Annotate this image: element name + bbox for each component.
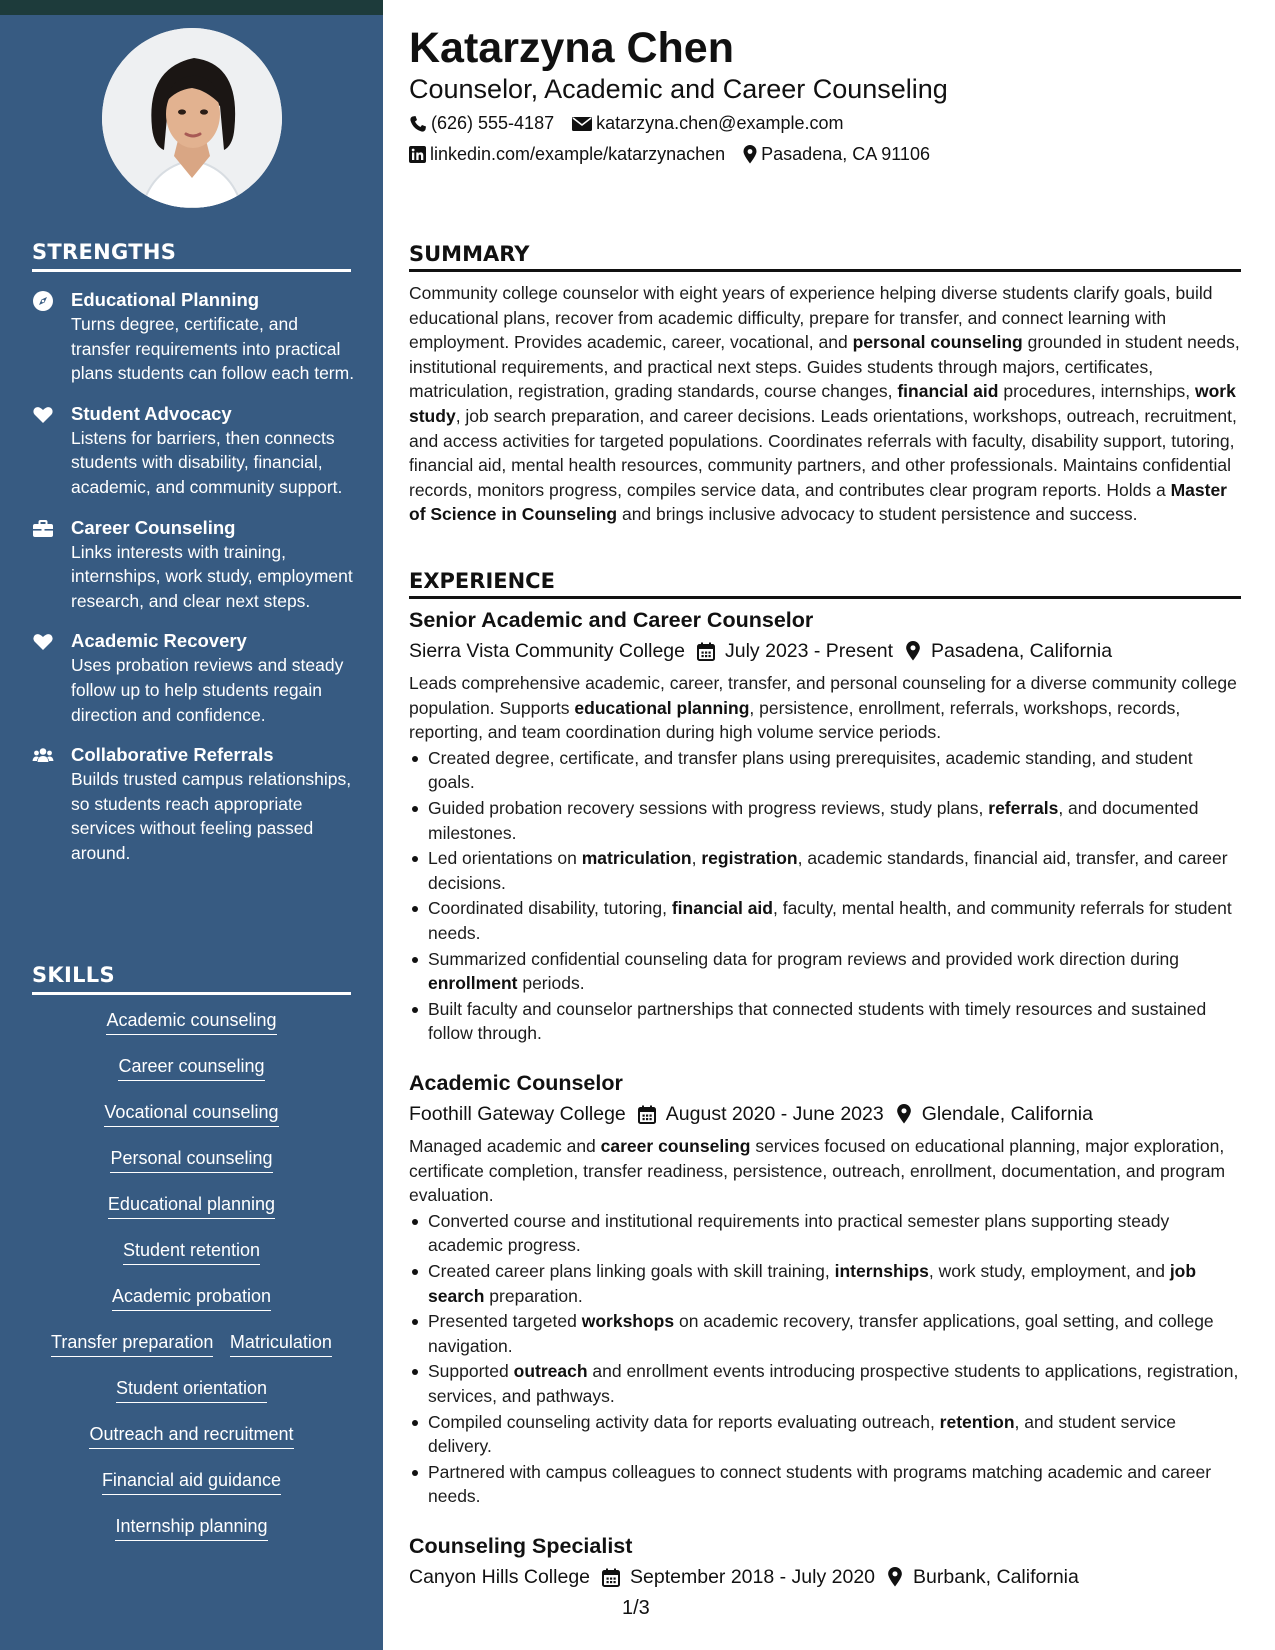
heart-icon bbox=[32, 404, 54, 426]
skill-tag: Personal counseling bbox=[110, 1146, 272, 1173]
job-bullet: Guided probation recovery sessions with progress reviews, study plans, referrals, and documented milestones. bbox=[409, 796, 1241, 845]
job-dates: August 2020 - June 2023 bbox=[665, 1103, 884, 1125]
experience-heading: EXPERIENCE bbox=[409, 569, 1241, 599]
job-bullet: Built faculty and counselor partnerships that connected students with timely resources and sustained follow through. bbox=[409, 997, 1241, 1046]
phone-icon bbox=[409, 115, 427, 133]
skills-list bbox=[32, 1008, 351, 1560]
sidebar-top-band bbox=[0, 0, 383, 15]
job-bullets bbox=[409, 746, 1241, 1046]
job-bullet: Converted course and institutional requirements into practical semester plans supporting steady academic progress. bbox=[409, 1209, 1241, 1258]
job-dates: July 2023 - Present bbox=[725, 640, 894, 662]
map-pin-icon bbox=[887, 1567, 903, 1587]
strength-item bbox=[32, 402, 362, 500]
strength-title: Student Advocacy bbox=[71, 402, 232, 424]
linkedin-contact[interactable] bbox=[409, 144, 725, 165]
job-bullet: Created career plans linking goals with skill training, internships, work study, employment, and job search preparation. bbox=[409, 1259, 1241, 1308]
job-bullet: Coordinated disability, tutoring, financial aid, faculty, mental health, and community referrals for student needs. bbox=[409, 896, 1241, 945]
job-title: Academic Counselor bbox=[409, 1071, 623, 1095]
job-meta bbox=[409, 1561, 1241, 1593]
profile-photo bbox=[102, 28, 282, 208]
bold-keyword: outreach bbox=[513, 1361, 588, 1382]
candidate-title: Counselor, Academic and Career Counseling bbox=[409, 74, 948, 104]
strength-item bbox=[32, 288, 362, 386]
job-title: Counseling Specialist bbox=[409, 1534, 633, 1558]
skill-tag: Career counseling bbox=[118, 1054, 264, 1081]
phone-contact bbox=[409, 113, 554, 134]
bold-keyword: financial aid bbox=[897, 381, 999, 402]
envelope-icon bbox=[572, 116, 592, 132]
bold-keyword: job search bbox=[428, 1260, 1197, 1306]
skill-tag: Matriculation bbox=[230, 1330, 332, 1357]
job-entry bbox=[409, 605, 1241, 1046]
job-dates: September 2018 - July 2020 bbox=[630, 1566, 876, 1588]
calendar-icon bbox=[697, 642, 715, 661]
sidebar bbox=[0, 0, 383, 1650]
linkedin-icon bbox=[409, 146, 426, 163]
job-bullet: Summarized confidential counseling data for program reviews and provided work direction during enrollment periods. bbox=[409, 947, 1241, 996]
bold-keyword: referrals bbox=[988, 797, 1059, 818]
strength-description: Builds trusted campus relationships, so students reach appropriate services without feeling passed around. bbox=[71, 769, 352, 863]
contact-row bbox=[409, 113, 861, 134]
users-icon bbox=[32, 745, 54, 767]
strength-item bbox=[32, 743, 362, 865]
summary-heading: SUMMARY bbox=[409, 242, 1241, 272]
job-bullets bbox=[409, 1209, 1241, 1509]
contact-row bbox=[409, 144, 948, 165]
map-pin-icon bbox=[905, 641, 921, 661]
job-bullet: Led orientations on matriculation, registration, academic standards, financial aid, transfer, and career decisions. bbox=[409, 846, 1241, 895]
bold-keyword: registration bbox=[701, 848, 798, 869]
heart-icon bbox=[32, 631, 54, 653]
map-pin-icon bbox=[743, 145, 757, 164]
job-bullet: Supported outreach and enrollment events introducing prospective students to applications, registration, services, and pathways. bbox=[409, 1359, 1241, 1408]
calendar-icon bbox=[638, 1105, 656, 1124]
strength-title: Collaborative Referrals bbox=[71, 744, 274, 766]
job-bullet: Created degree, certificate, and transfer plans using prerequisites, academic standing, and student goals. bbox=[409, 746, 1241, 795]
strength-description: Turns degree, certificate, and transfer requirements into practical plans students can follow each term. bbox=[71, 314, 355, 384]
strength-description: Listens for barriers, then connects students with disability, financial, academic, and community support. bbox=[71, 427, 343, 497]
job-company: Sierra Vista Community College bbox=[409, 640, 685, 662]
job-entry bbox=[409, 1531, 1241, 1597]
skill-tag: Outreach and recruitment bbox=[89, 1422, 293, 1449]
bold-keyword: enrollment bbox=[428, 973, 518, 994]
email-contact[interactable] bbox=[572, 113, 843, 134]
skill-tag: Student orientation bbox=[116, 1376, 267, 1403]
job-company: Canyon Hills College bbox=[409, 1566, 591, 1588]
skill-tag: Financial aid guidance bbox=[102, 1468, 281, 1495]
job-bullet: Presented targeted workshops on academic recovery, transfer applications, goal setting, and college navigation. bbox=[409, 1309, 1241, 1358]
strength-title: Career Counseling bbox=[71, 516, 236, 538]
job-bullet: Partnered with campus colleagues to connect students with programs matching academic and career needs. bbox=[409, 1460, 1241, 1509]
skill-tag: Academic probation bbox=[112, 1284, 271, 1311]
bold-keyword: work study bbox=[409, 381, 1236, 426]
job-meta bbox=[409, 635, 1241, 667]
linkedin-url[interactable]: linkedin.com/example/katarzynachen bbox=[430, 144, 726, 164]
skill-tag: Student retention bbox=[123, 1238, 260, 1265]
location-text: Pasadena, CA 91106 bbox=[761, 144, 930, 164]
skill-tag: Transfer preparation bbox=[51, 1330, 213, 1357]
candidate-name: Katarzyna Chen bbox=[409, 24, 734, 72]
job-meta bbox=[409, 1098, 1241, 1130]
compass-icon bbox=[32, 290, 54, 312]
briefcase-icon bbox=[32, 518, 54, 540]
job-location: Burbank, California bbox=[913, 1566, 1079, 1588]
email-address[interactable]: katarzyna.chen@example.com bbox=[596, 113, 844, 133]
calendar-icon bbox=[602, 1568, 620, 1587]
job-description: Managed academic and career counseling services focused on educational planning, major exploration, certificate completion, transfer readiness, persistence, outreach, enrollment, documentation, and program evaluation. bbox=[409, 1136, 1226, 1206]
strength-item bbox=[32, 629, 362, 727]
strength-description: Uses probation reviews and steady follow up to help students regain direction and confidence. bbox=[71, 655, 344, 725]
skill-tag: Academic counseling bbox=[106, 1008, 276, 1035]
bold-keyword: personal counseling bbox=[852, 332, 1023, 353]
strength-description: Links interests with training, internships, work study, employment research, and clear next steps. bbox=[71, 541, 353, 611]
job-location: Pasadena, California bbox=[931, 640, 1113, 662]
map-pin-icon bbox=[896, 1104, 912, 1124]
job-bullet: Compiled counseling activity data for reports evaluating outreach, retention, and student service delivery. bbox=[409, 1410, 1241, 1459]
bold-keyword: workshops bbox=[581, 1311, 675, 1332]
strength-item bbox=[32, 516, 362, 614]
bold-keyword: internships bbox=[834, 1260, 929, 1281]
bold-keyword: matriculation bbox=[581, 848, 692, 869]
job-company: Foothill Gateway College bbox=[409, 1103, 626, 1125]
page-number: 1/3 bbox=[622, 1597, 650, 1619]
bold-keyword: financial aid bbox=[671, 898, 773, 919]
job-location: Glendale, California bbox=[921, 1103, 1093, 1125]
strengths-list bbox=[32, 288, 362, 882]
job-entry bbox=[409, 1068, 1241, 1509]
summary-text: Community college counselor with eight years of experience helping diverse students clarify goals, build educational plans, recover from academic difficulty, prepare for transfer, and connect learning with employment. Provides academic, career, vocational, and personal counseling grounded in student needs, institutional requirements, and practical next steps. Guides students through majors, certificates, matriculation, registration, grading standards, course changes, financial aid procedures, internships, work study, job search preparation, and career decisions. Leads orientations, workshops, outreach, recruitment, and access activities for targeted populations. Coordinates referrals with faculty, disability support, tutoring, financial aid, mental health resources, community partners, and other professionals. Maintains confidential records, monitors progress, compiles service data, and contributes clear program reports. Holds a Master of Science in Counseling and brings inclusive advocacy to student persistence and success. bbox=[409, 283, 1240, 525]
skills-heading: SKILLS bbox=[32, 963, 351, 995]
phone-number: (626) 555-4187 bbox=[431, 113, 555, 133]
skill-tag: Internship planning bbox=[115, 1514, 267, 1541]
skill-tag: Vocational counseling bbox=[104, 1100, 278, 1127]
location-contact bbox=[743, 144, 930, 165]
strengths-heading: STRENGTHS bbox=[32, 240, 351, 272]
skill-tag: Educational planning bbox=[108, 1192, 275, 1219]
bold-keyword: retention bbox=[939, 1411, 1015, 1432]
job-description: Leads comprehensive academic, career, transfer, and personal counseling for a diverse community college population. Supports educational planning, persistence, enrollment, referrals, workshops, records, reporting, and team coordination during high volume service periods. bbox=[409, 673, 1237, 743]
strength-title: Academic Recovery bbox=[71, 630, 247, 652]
job-title: Senior Academic and Career Counselor bbox=[409, 608, 814, 632]
bold-keyword: Master of Science in Counseling bbox=[409, 479, 1227, 525]
strength-title: Educational Planning bbox=[71, 289, 260, 310]
bold-keyword: educational planning bbox=[574, 697, 750, 718]
bold-keyword: career counseling bbox=[600, 1136, 751, 1156]
